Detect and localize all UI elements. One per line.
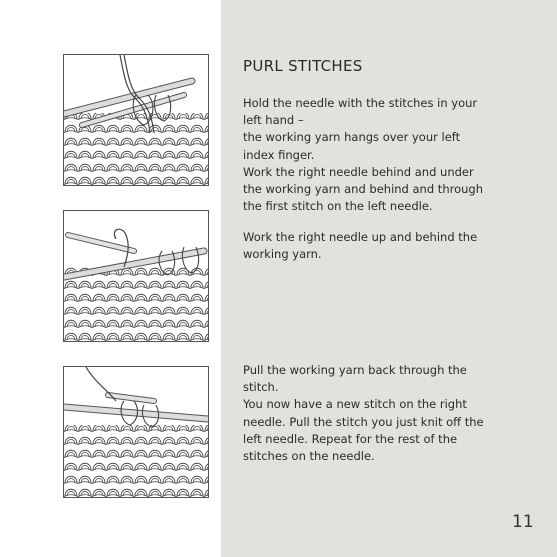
purl-step-3-illustration bbox=[63, 366, 209, 498]
instruction-line: Hold the needle with the stitches in your left hand – bbox=[243, 96, 478, 128]
instruction-line: Work the right needle up and behind the working yarn. bbox=[243, 230, 478, 262]
knitting-diagram-icon bbox=[64, 367, 208, 497]
instruction-paragraph-1 bbox=[243, 95, 493, 215]
purl-step-1-illustration bbox=[63, 54, 209, 186]
right-text-panel bbox=[221, 0, 557, 557]
instruction-line: You now have a new stitch on the right needle. Pull the stitch you just knit off the left needle. Repeat for the rest of the stitches on the needle. bbox=[243, 397, 484, 464]
instruction-paragraph-2 bbox=[243, 229, 493, 263]
instruction-paragraph-3 bbox=[243, 362, 493, 465]
purl-step-2-illustration bbox=[63, 210, 209, 342]
instruction-line: Work the right needle behind and under the working yarn and behind and through the first stitch on the left needle. bbox=[243, 164, 483, 214]
instruction-line: Pull the working yarn back through the stitch. bbox=[243, 363, 467, 395]
page-number: 11 bbox=[512, 512, 534, 532]
knitting-diagram-icon bbox=[64, 55, 208, 185]
instruction-line: the working yarn hangs over your left index finger. bbox=[243, 130, 461, 162]
page-title: PURL STITCHES bbox=[243, 57, 363, 75]
knitting-diagram-icon bbox=[64, 211, 208, 341]
